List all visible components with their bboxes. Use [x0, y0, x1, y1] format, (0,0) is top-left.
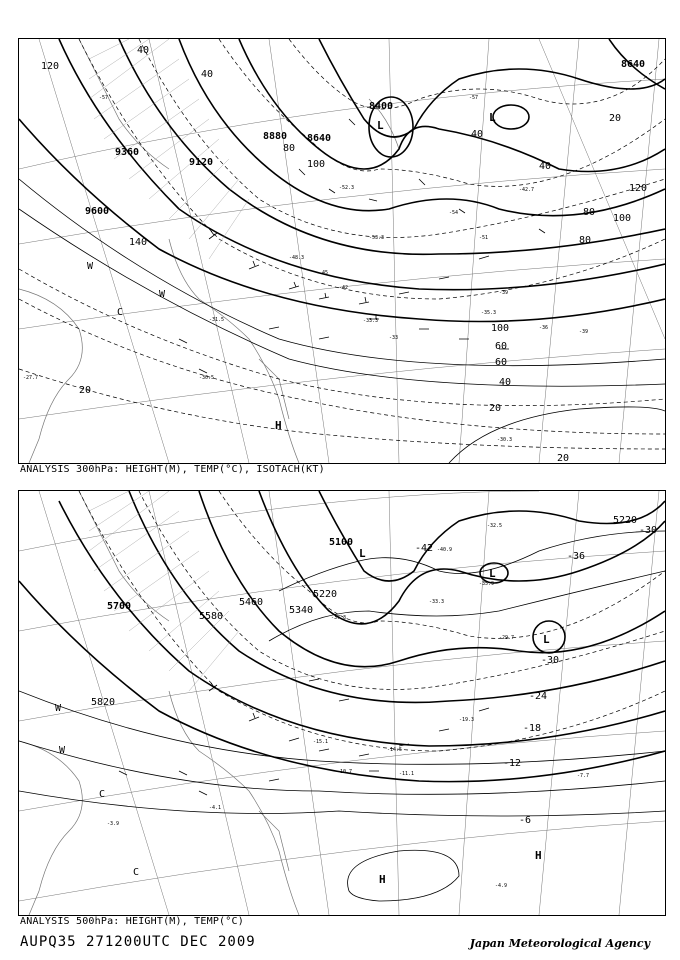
isotach-label: 20 — [609, 113, 622, 124]
height-label: 9120 — [189, 157, 214, 168]
temperature-dashed — [79, 491, 665, 751]
temp-label: -30 — [541, 655, 560, 666]
low-center: L — [489, 567, 496, 580]
map-500hpa — [18, 490, 666, 916]
hatch-region — [89, 39, 249, 259]
warm-center: W — [87, 261, 94, 272]
height-label: 5460 — [239, 597, 264, 608]
isotach-label: 120 — [41, 61, 60, 72]
temp-label: -4.1 — [209, 805, 222, 811]
temp-label: -52.3 — [339, 185, 355, 191]
height-label: 5700 — [107, 601, 132, 612]
high-center: H — [379, 873, 386, 886]
height-label: 5580 — [199, 611, 224, 622]
temp-label: -51 — [479, 235, 489, 241]
temp-label: -3.9 — [107, 821, 120, 827]
isotach-label: 40 — [201, 69, 214, 80]
low-center: L — [359, 547, 366, 560]
temp-label: -40.9 — [437, 547, 453, 553]
hatch-region — [89, 491, 239, 691]
temperature-labels — [107, 523, 657, 889]
map-500hpa-canvas — [19, 491, 665, 915]
height-contours — [19, 39, 665, 322]
low-center: L — [543, 633, 550, 646]
low-center: L — [377, 119, 384, 132]
temp-label: -39 — [579, 329, 589, 335]
temperature-contours — [19, 531, 665, 901]
warm-center: W — [59, 745, 66, 756]
high-center: H — [535, 849, 542, 862]
temp-label: -57 — [99, 95, 109, 101]
height-label: 8880 — [263, 131, 288, 142]
warm-center: W — [159, 289, 166, 300]
temp-label: -33.3 — [363, 318, 379, 324]
temp-label: -15.1 — [313, 739, 329, 745]
isotach-label: 60 — [495, 341, 508, 352]
agency-name: Japan Meteorological Agency — [469, 937, 650, 950]
temp-label: -33 — [389, 335, 399, 341]
low-center: L — [489, 111, 496, 124]
isotach-labels — [41, 45, 647, 463]
temp-label: -30.5 — [199, 375, 215, 381]
temp-label: -30 — [639, 525, 658, 536]
temp-label: -53.3 — [369, 235, 385, 241]
temp-label: -7.7 — [577, 773, 590, 779]
temp-label: -35.3 — [481, 310, 497, 316]
temp-label: -54 — [449, 210, 459, 216]
isotach-label: 20 — [489, 403, 502, 414]
isotach-label: 100 — [613, 213, 632, 224]
caption-500hpa: ANALYSIS 500hPa: HEIGHT(M), TEMP(°C) — [20, 916, 244, 927]
temp-label: -4.9 — [495, 883, 508, 889]
height-label: 5340 — [289, 605, 314, 616]
temp-label: -33.3 — [429, 599, 445, 605]
isotachs — [19, 179, 665, 463]
temp-label: -11.1 — [399, 771, 415, 777]
isotach-label: 40 — [499, 377, 512, 388]
temp-label: -36 — [567, 551, 586, 562]
isotach-label: 40 — [539, 161, 552, 172]
high-center: H — [275, 419, 282, 432]
temp-label: -24 — [529, 691, 548, 702]
temp-label: -6 — [519, 815, 532, 826]
isotach-label: 40 — [137, 45, 150, 56]
warm-center: W — [55, 703, 62, 714]
isotach-label: 40 — [471, 129, 484, 140]
isotach-label: 80 — [583, 207, 596, 218]
height-label: 5220 — [613, 515, 638, 526]
temp-label: -27.7 — [23, 375, 39, 381]
isotach-label: 100 — [491, 323, 510, 334]
height-labels — [85, 59, 648, 217]
temp-label: -37.3 — [331, 615, 347, 621]
temp-label: -45 — [319, 270, 329, 276]
height-label: 8400 — [369, 101, 394, 112]
temp-label: -30.3 — [497, 437, 513, 443]
temp-label: -42 — [415, 543, 434, 554]
isotach-label: 20 — [79, 385, 92, 396]
temp-label: -18 — [523, 723, 542, 734]
temp-label: -36 — [539, 325, 549, 331]
height-label: 5220 — [313, 589, 338, 600]
coastline — [19, 39, 399, 463]
isotach-label: 20 — [557, 453, 570, 463]
temp-label: -42.7 — [519, 187, 535, 193]
height-label: 8640 — [307, 133, 332, 144]
wind-barbs — [179, 119, 545, 373]
temp-label: -31.5 — [209, 317, 225, 323]
temp-label: -10.7 — [337, 769, 353, 775]
temp-label: -39 — [499, 290, 509, 296]
isotach-label: 80 — [283, 143, 296, 154]
isotach-label: 60 — [495, 357, 508, 368]
bulletin-code: AUPQ35 271200UTC DEC 2009 — [20, 934, 256, 950]
temp-label: -29.7 — [499, 635, 515, 641]
map-300hpa-canvas — [19, 39, 665, 463]
temp-label: -42 — [339, 285, 349, 291]
temp-label: -14.5 — [387, 747, 403, 753]
isotach-label: 120 — [629, 183, 648, 194]
cold-center: C — [133, 867, 140, 878]
height-label: 8640 — [621, 59, 646, 70]
isotach-label: 80 — [579, 235, 592, 246]
cold-center: C — [99, 789, 106, 800]
temp-label: -12 — [503, 758, 522, 769]
height-labels — [91, 515, 637, 708]
height-label: 5820 — [91, 697, 116, 708]
temp-label: -48.3 — [289, 255, 305, 261]
isotach-label: 140 — [129, 237, 148, 248]
height-label: 9360 — [115, 147, 140, 158]
pressure-centers — [55, 547, 550, 886]
temp-label: -19.3 — [459, 717, 475, 723]
map-300hpa — [18, 38, 666, 464]
temp-label: -57 — [469, 95, 479, 101]
height-label: 9600 — [85, 206, 110, 217]
temp-label: -35.9 — [479, 581, 495, 587]
isotach-label: 100 — [307, 159, 326, 170]
caption-300hpa: ANALYSIS 300hPa: HEIGHT(M), TEMP(°C), ISOTACH(KT) — [20, 464, 325, 475]
height-label: 5100 — [329, 537, 354, 548]
cold-center: C — [117, 307, 124, 318]
temp-label: -32.5 — [487, 523, 503, 529]
